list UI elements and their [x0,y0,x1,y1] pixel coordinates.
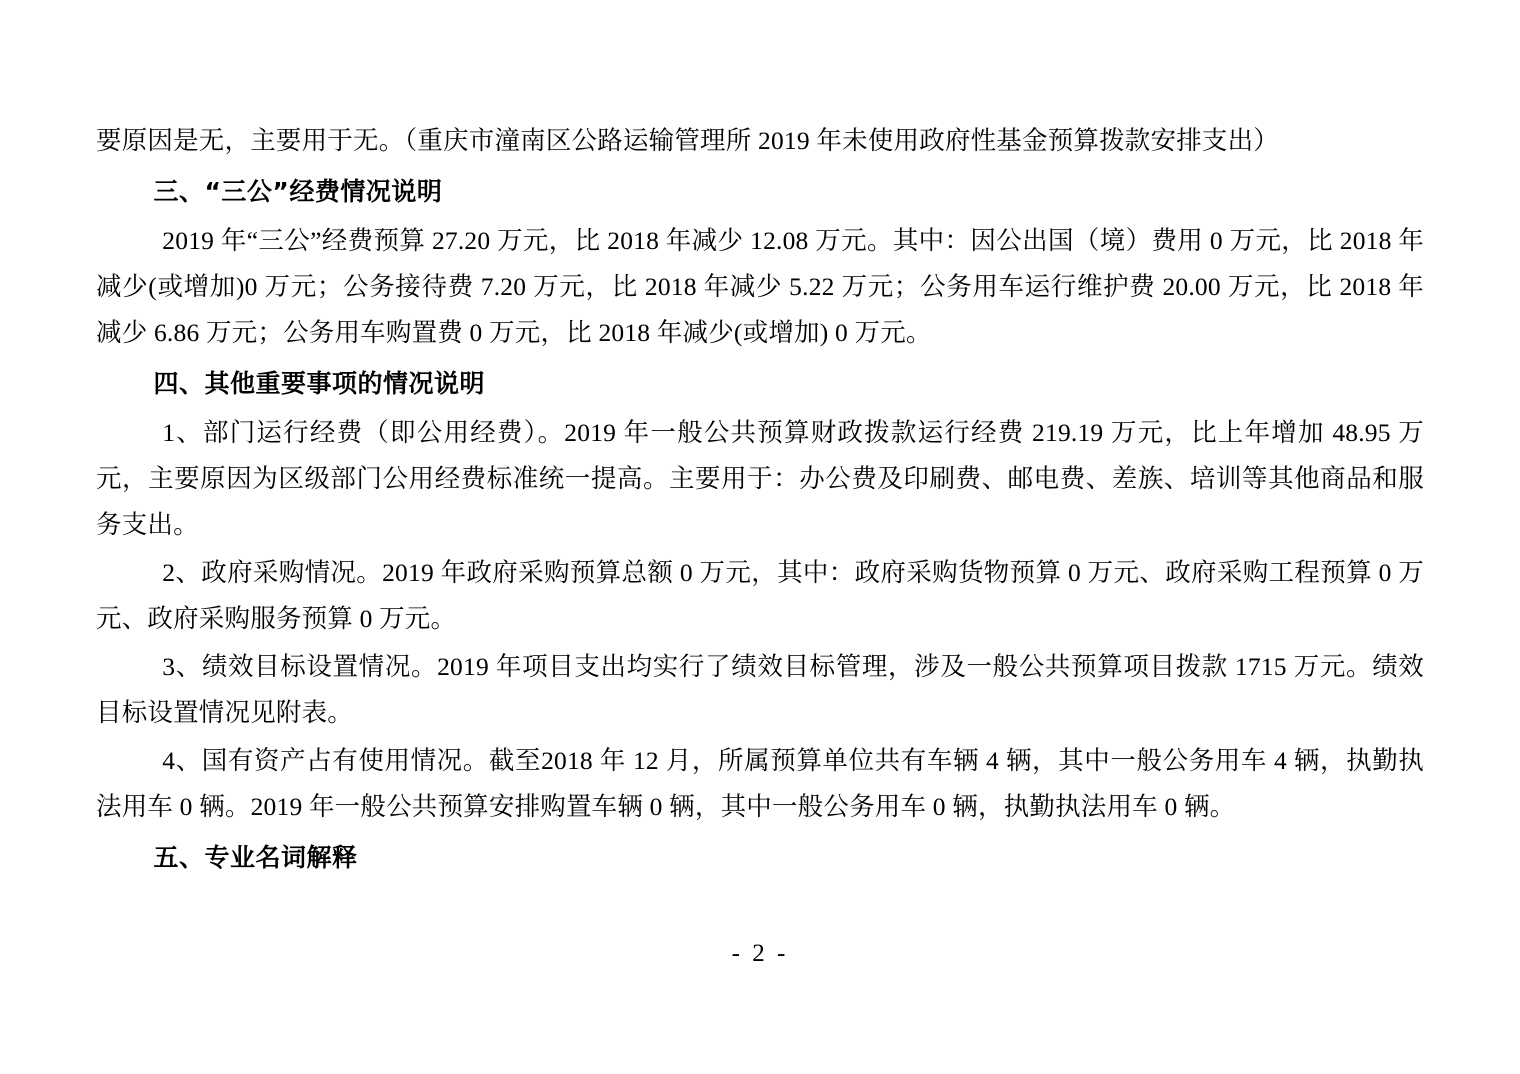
section-heading-five: 五、专业名词解释 [153,843,358,872]
paragraph-state-owned-assets: 4、国有资产占有使用情况。截至2018 年 12 月，所属预算单位共有车辆 4 辆，其中一般公务用车 4 辆，执勤执法用车 0 辆。2019 年一般公共预算安排购置车辆 0 辆，其中一般公务用车 0 辆，执勤执法用车 0 辆。 [96,746,1424,821]
section-heading-three: 三、“三公”经费情况说明 [153,177,443,206]
paragraph-department-operating-expenses: 1、部门运行经费（即公用经费）。2019 年一般公共预算财政拨款运行经费 219.19 万元，比上年增加 48.95 万元，主要原因为区级部门公用经费标准统一提高。主要用于：办公费及印刷费、邮电费、差族、培训等其他商品和服务支出。 [96,418,1424,539]
paragraph-three-public-funds: 2019 年“三公”经费预算 27.20 万元，比 2018 年减少 12.08 万元。其中：因公出国（境）费用 0 万元，比 2018 年减少(或增加)0 万元；公务接待费 7.20 万元，比 2018 年减少 5.22 万元；公务用车运行维护费 20.00 万元，比 2018 年减少 6.86 万元；公务用车购置费 0 万元，比 2018 年减少(或增加) 0 万元。 [96,226,1424,347]
section-heading-four: 四、其他重要事项的情况说明 [153,369,486,398]
paragraph-performance-targets: 3、绩效目标设置情况。2019 年项目支出均实行了绩效目标管理，涉及一般公共预算项目拨款 1715 万元。绩效目标设置情况见附表。 [96,652,1424,727]
paragraph-continued: 要原因是无，主要用于无。（重庆市潼南区公路运输管理所 2019 年未使用政府性基金预算拨款安排支出） [96,126,1280,155]
paragraph-government-procurement: 2、政府采购情况。2019 年政府采购预算总额 0 万元，其中：政府采购货物预算 0 万元、政府采购工程预算 0 万元、政府采购服务预算 0 万元。 [96,558,1424,633]
page-number: - 2 - [731,940,789,967]
